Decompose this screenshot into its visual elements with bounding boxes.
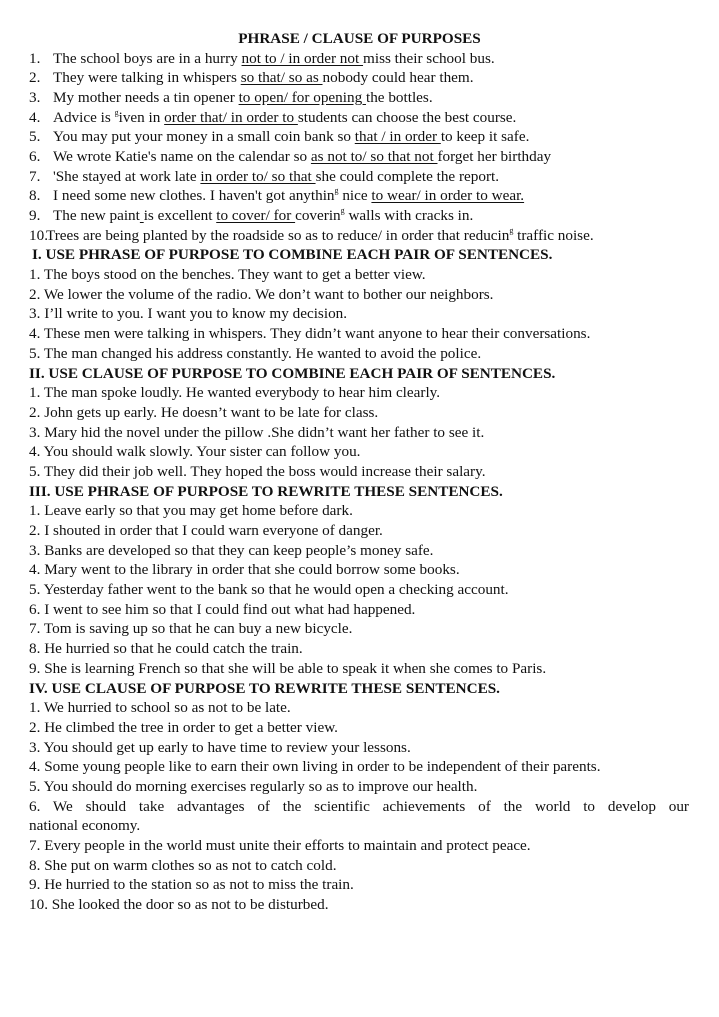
underlined-answer: that / in order — [354, 128, 441, 146]
example-text: to keep it safe. — [440, 128, 530, 146]
underlined-answer: to cover/ for — [216, 207, 296, 224]
example-text: walls with cracks in. — [344, 207, 474, 224]
example-number: 1. — [29, 49, 41, 67]
exercise-item: 4. Mary went to the library in order that she could borrow some books. — [29, 561, 460, 579]
exercise-item: 10. She looked the door so as not to be disturbed. — [29, 896, 329, 914]
section-heading: I. USE PHRASE OF PURPOSE TO COMBINE EACH PAIR OF SENTENCES. — [32, 246, 553, 264]
example-item — [29, 226, 689, 246]
example-number: 3. — [29, 88, 41, 106]
page-title: PHRASE / CLAUSE OF PURPOSES — [238, 30, 481, 47]
exercise-item: 9. He hurried to the station so as not to miss the train. — [29, 876, 354, 894]
exercise-item: 5. The man changed his address constantly. He wanted to avoid the police. — [29, 344, 482, 362]
example-text: students can choose the best course. — [297, 108, 517, 126]
underlined-answer: not to / in order not — [241, 49, 364, 67]
section-heading: III. USE PHRASE OF PURPOSE TO REWRITE THESE SENTENCES. — [29, 482, 503, 500]
example-text: miss their school bus. — [363, 49, 495, 67]
example-number: 2. — [29, 69, 41, 87]
example-text: coverin — [295, 207, 341, 224]
exercise-item: 7. Every people in the world must unite their efforts to maintain and protect peace. — [29, 837, 531, 854]
superscript-letter: g — [334, 186, 339, 196]
example-item — [29, 49, 689, 69]
example-number: 4. — [29, 108, 41, 126]
example-text: nobody could hear them. — [322, 69, 474, 87]
example-text: nice — [338, 187, 372, 205]
example-text: Trees are being planted by the roadside so as to reduce/ in order that reducin — [46, 226, 510, 244]
underlined-answer: in order to/ so that — [200, 167, 316, 185]
example-item — [29, 186, 689, 206]
exercise-item: 3. I’ll write to you. I want you to know my decision. — [29, 305, 348, 323]
example-item — [29, 108, 689, 128]
underlined-answer: to open/ for opening — [238, 88, 366, 106]
section-heading: IV. USE CLAUSE OF PURPOSE TO REWRITE THESE SENTENCES. — [29, 679, 500, 697]
exercise-item: 4. These men were talking in whispers. They didn’t want anyone to hear their conversations. — [29, 325, 591, 343]
example-text: My mother needs a tin opener — [53, 88, 239, 106]
example-text: traffic noise. — [513, 226, 594, 244]
example-text: is excellent — [143, 207, 217, 224]
example-number: 7. — [29, 167, 41, 185]
exercise-item: 7. Tom is saving up so that he can buy a new bicycle. — [29, 620, 353, 638]
exercise-item: 5. Yesterday father went to the bank so that he would open a checking account. — [29, 581, 509, 599]
example-number: 8. — [29, 187, 41, 205]
example-text: We wrote Katie's name on the calendar so — [53, 147, 311, 165]
example-item — [29, 147, 689, 167]
exercise-item: 2. He climbed the tree in order to get a better view. — [29, 718, 338, 736]
exercise-item: 3. Banks are developed so that they can keep people’s money safe. — [29, 541, 434, 559]
exercise-item: 2. We lower the volume of the radio. We don’t want to bother our neighbors. — [29, 285, 494, 303]
example-text: The new paint — [53, 207, 140, 224]
exercise-item: 4. You should walk slowly. Your sister can follow you. — [29, 443, 361, 461]
underlined-answer: so that/ so as — [240, 69, 323, 87]
example-text: she could complete the report. — [315, 167, 500, 185]
exercise-item: 3. You should get up early to have time to review your lessons. — [29, 738, 411, 756]
example-item — [29, 127, 689, 147]
underlined-answer: as not to/ so that not — [310, 147, 438, 165]
exercise-item: 1. Leave early so that you may get home before dark. — [29, 502, 353, 520]
example-text: I need some new clothes. I haven't got anythin — [53, 187, 335, 205]
example-item — [29, 68, 689, 88]
exercise-item: 4. Some young people like to earn their own living in order to be independent of their parents. — [29, 758, 601, 776]
underlined-answer: to wear/ in order to wear. — [371, 187, 525, 205]
example-text: You may put your money in a small coin bank so — [53, 128, 355, 146]
example-text: The school boys are in a hurry — [53, 49, 242, 67]
exercise-item: 1. The boys stood on the benches. They want to get a better view. — [29, 266, 426, 284]
exercise-item: 2. I shouted in order that I could warn everyone of danger. — [29, 522, 383, 539]
example-text: Advice is — [53, 108, 115, 126]
example-item — [29, 206, 689, 226]
exercise-item: 5. You should do morning exercises regularly so as to improve our health. — [29, 777, 478, 795]
exercise-item: 1. The man spoke loudly. He wanted everybody to hear him clearly. — [29, 384, 441, 402]
example-number: 5. — [29, 128, 41, 146]
superscript-letter: g — [340, 206, 345, 215]
superscript-letter: g — [509, 225, 514, 235]
example-number: 9. — [29, 207, 41, 224]
exercise-item: 8. She put on warm clothes so as not to catch cold. — [29, 856, 337, 874]
exercise-item: 3. Mary hid the novel under the pillow .She didn’t want her father to see it. — [29, 423, 485, 441]
exercise-item: 8. He hurried so that he could catch the train. — [29, 640, 303, 658]
example-text: the bottles. — [365, 88, 433, 106]
exercise-item: 6. I went to see him so that I could find out what had happened. — [29, 600, 416, 618]
superscript-letter: g — [114, 107, 119, 117]
exercise-item: 9. She is learning French so that she will be able to speak it when she comes to Paris. — [29, 659, 547, 677]
example-text: 'She stayed at work late — [53, 167, 201, 185]
section-heading: II. USE CLAUSE OF PURPOSE TO COMBINE EACH PAIR OF SENTENCES. — [29, 364, 556, 382]
exercise-item: 6. We should take advantages of the scientific achievements of the world to develop our — [29, 797, 689, 815]
example-item — [29, 167, 689, 187]
example-text: They were talking in whispers — [53, 69, 241, 87]
example-number: 6. — [29, 147, 41, 165]
worksheet-body — [29, 49, 689, 915]
exercise-item: national economy. — [29, 817, 141, 835]
exercise-item: 5. They did their job well. They hoped the boss would increase their salary. — [29, 462, 486, 480]
exercise-item: 2. John gets up early. He doesn’t want to be late for class. — [29, 403, 379, 421]
example-text: iven in — [118, 108, 165, 126]
example-text: forget her birthday — [437, 147, 552, 165]
exercise-item: 1. We hurried to school so as not to be late. — [29, 699, 291, 717]
example-number: 10. — [29, 226, 48, 244]
underlined-answer: order that/ in order to — [164, 108, 298, 126]
example-item — [29, 88, 689, 108]
